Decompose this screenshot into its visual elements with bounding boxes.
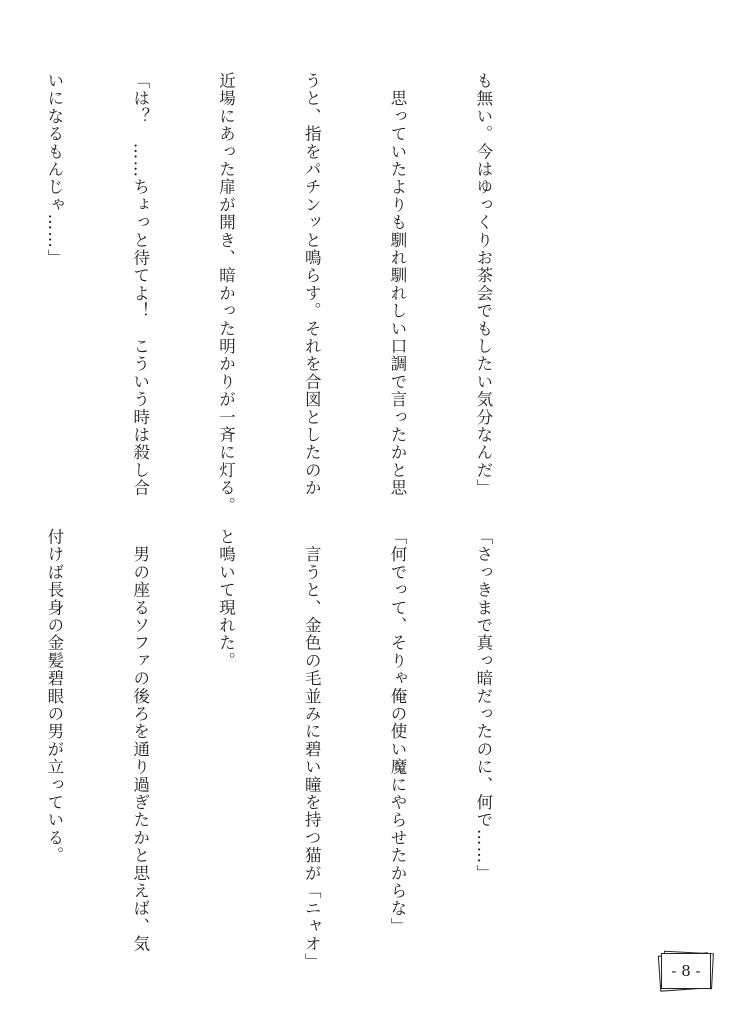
text-block-top (0, 72, 554, 515)
text-line: 「何でって、そりゃ俺の使い魔にやらせたからな」 (388, 528, 408, 936)
text-line: 言うと、金色の毛並みに碧い瞳を持つ猫が「ニャオ」 (302, 528, 322, 971)
text-line: いになるもんじゃ……」 (44, 72, 64, 267)
text-line: と鳴いて現れた。 (216, 528, 236, 670)
page-number: - 8 - (661, 953, 711, 989)
text-line: 思っていたよりも馴れ馴れしい口調で言ったかと思 (388, 72, 408, 497)
text-line: 付けば長身の金髪碧眼の男が立っている。 (44, 528, 64, 865)
text-line: も無い。今はゆっくりお茶会でもしたい気分なんだ」 (473, 72, 493, 497)
text-line: 「さっきまで真っ暗だったのに、何で……」 (473, 528, 493, 882)
text-line: うと、指をパチンッと鳴らす。それを合図としたのか (302, 72, 322, 497)
text-line: 「は？ ……ちょっと待てよ！ こういう時は殺し合 (130, 72, 150, 497)
text-block-bottom (0, 528, 554, 971)
page-number-badge (655, 947, 715, 995)
text-line: 男の座るソファの後ろを通り過ぎたかと思えば、気 (130, 528, 150, 953)
text-line: 近場にあった扉が開き、暗かった明かりが一斉に灯る。 (216, 72, 236, 515)
